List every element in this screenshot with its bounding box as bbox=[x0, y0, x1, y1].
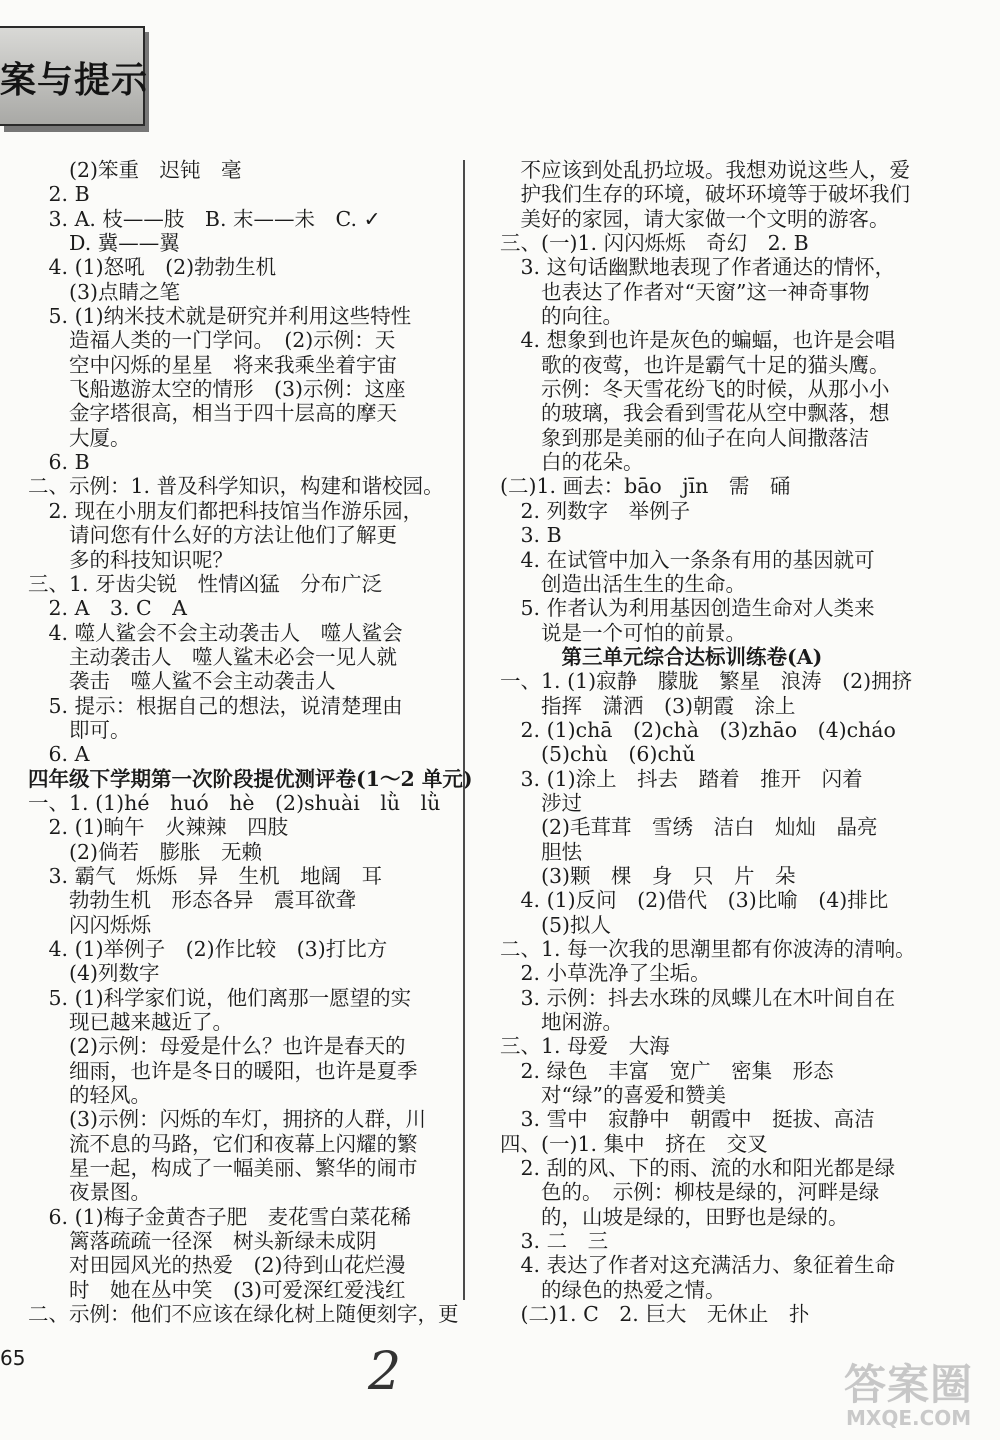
answer-line: 美好的家园，请大家做一个文明的游客。 bbox=[500, 206, 890, 231]
answer-line: 5. (1)科学家们说，他们离那一愿望的实 bbox=[28, 985, 412, 1010]
right-column bbox=[500, 158, 950, 1327]
answer-line: 星一起，构成了一幅美丽、繁华的闹市 bbox=[28, 1156, 418, 1181]
answer-line: 3. 霸气 烁烁 异 生机 地阔 耳 bbox=[28, 863, 383, 888]
answer-line: 3. (1)涂上 抖去 踏着 推开 闪着 bbox=[500, 766, 863, 791]
answer-line: 6. A bbox=[28, 742, 90, 767]
answer-line: 四、(一)1. 集中 挤在 交叉 bbox=[500, 1131, 768, 1156]
answer-line: 白的花朵。 bbox=[500, 450, 644, 475]
answer-line: 4. 表达了作者对这充满活力、象征着生命 bbox=[500, 1253, 896, 1278]
answer-line: 金字塔很高，相当于四十层高的摩天 bbox=[28, 401, 397, 426]
answer-line: 2. 小草洗净了尘垢。 bbox=[500, 961, 711, 986]
answer-line: 5. (1)纳米技术就是研究并利用这些特性 bbox=[28, 304, 412, 329]
answer-line: 二、示例：1. 普及科学知识，构建和谐校园。 bbox=[28, 474, 444, 499]
answer-line: 流不息的马路，它们和夜幕上闪耀的繁 bbox=[28, 1131, 418, 1156]
answer-line: 的玻璃，我会看到雪花从空中飘落，想 bbox=[500, 401, 890, 426]
answer-line: (3)示例：闪烁的车灯，拥挤的人群，川 bbox=[28, 1107, 427, 1132]
answer-line: (5)chù (6)chǔ bbox=[500, 742, 696, 767]
answer-line: 示例：冬天雪花纷飞的时候，从那小小 bbox=[500, 377, 890, 402]
answer-line: 主动袭击人 噬人鲨未必会一见人就 bbox=[28, 644, 397, 669]
answer-line: 6. B bbox=[28, 450, 90, 475]
answer-line: 三、1. 牙齿尖锐 性情凶猛 分布广泛 bbox=[28, 571, 383, 596]
answer-line: 象到那是美丽的仙子在向人间撒落洁 bbox=[500, 425, 869, 450]
answer-line: 的轻风。 bbox=[28, 1083, 151, 1108]
answer-line: 二、示例：他们不应该在绿化树上随便刻字，更 bbox=[28, 1302, 459, 1327]
answer-line: 对“绿”的喜爱和赞美 bbox=[500, 1083, 726, 1108]
answer-line: 色的。 示例：柳枝是绿的，河畔是绿 bbox=[500, 1180, 880, 1205]
answer-line: 一、1. (1)寂静 朦胧 繁星 浪涛 (2)拥挤 bbox=[500, 669, 913, 694]
page-title: 案与提示 bbox=[0, 60, 149, 101]
answer-line: (3)颗 棵 身 只 片 朵 bbox=[500, 863, 796, 888]
answer-line: 篱落疏疏一径深 树头新绿未成阴 bbox=[28, 1229, 377, 1254]
answer-line: 涉过 bbox=[500, 790, 582, 815]
handwritten-mark: 2 bbox=[368, 1342, 402, 1402]
answer-line: 歌的夜莺，也许是霸气十足的猫头鹰。 bbox=[500, 352, 890, 377]
answer-line: (2)毛茸茸 雪绣 洁白 灿灿 晶亮 bbox=[500, 815, 878, 840]
answer-line: 5. 提示：根据自己的想法，说清楚理由 bbox=[28, 693, 403, 718]
answer-line: 5. 作者认为利用基因创造生命对人类来 bbox=[500, 596, 875, 621]
answer-line: 不应该到处乱扔垃圾。我想劝说这些人，爱 bbox=[500, 158, 910, 182]
answer-line: 4. 想象到也许是灰色的蝙蝠，也许是会唱 bbox=[500, 328, 896, 353]
answer-line: 说是一个可怕的前景。 bbox=[500, 620, 746, 645]
answer-line: 多的科技知识呢？ bbox=[28, 547, 233, 572]
answer-line: (二)1. 画去：bāo jīn 需 硧 bbox=[500, 474, 791, 499]
answer-line: (2)示例：母爱是什么？也许是春天的 bbox=[28, 1034, 406, 1059]
answer-line: (3)点睛之笔 bbox=[28, 279, 181, 304]
answer-line: 4. (1)怒吼 (2)勃勃生机 bbox=[28, 255, 277, 280]
answer-line: 4. 噬人鲨会不会主动袭击人 噬人鲨会 bbox=[28, 620, 403, 645]
left-column bbox=[28, 158, 478, 1327]
answer-line: 2. B bbox=[28, 182, 90, 207]
answer-line: (4)列数字 bbox=[28, 961, 160, 986]
answer-line: 空中闪烁的星星 将来我乘坐着宇宙 bbox=[28, 352, 397, 377]
answer-line: 2. (1)chā (2)chà (3)zhāo (4)cháo bbox=[500, 717, 896, 742]
answer-line: 的绿色的热爱之情。 bbox=[500, 1277, 726, 1302]
answer-line: 4. (1)举例子 (2)作比较 (3)打比方 bbox=[28, 937, 388, 961]
answer-line: 请问您有什么好的方法让他们了解更 bbox=[28, 523, 397, 548]
answer-line: 勃勃生机 形态各异 震耳欲聋 bbox=[28, 888, 356, 913]
answer-line: 袭击 噬人鲨不会主动袭击人 bbox=[28, 669, 336, 694]
watermark-url: MXQE.COM bbox=[846, 1406, 972, 1430]
answer-line: 2. (1)晌午 火辣辣 四肢 bbox=[28, 815, 289, 840]
answer-line: 夜景图。 bbox=[28, 1180, 151, 1205]
answer-line: 的向往。 bbox=[500, 304, 623, 329]
answer-line: 即可。 bbox=[28, 717, 131, 742]
answer-line: 3. B bbox=[500, 523, 562, 548]
answer-line: 三、(一)1. 闪闪烁烁 奇幻 2. B bbox=[500, 231, 809, 256]
answer-line: 的，山坡是绿的，田野也是绿的。 bbox=[500, 1204, 849, 1229]
answer-line: 现已越来越近了。 bbox=[28, 1010, 233, 1035]
answer-line: 2. 列数字 举例子 bbox=[500, 498, 691, 523]
answer-line: 胆怯 bbox=[500, 839, 582, 864]
answer-line: 3. 二 三 bbox=[500, 1229, 609, 1254]
answer-line: 大厦。 bbox=[28, 425, 131, 450]
answer-line: 第三单元综合达标训练卷(A) bbox=[500, 644, 823, 669]
answer-line: 对田园风光的热爱 (2)待到山花烂漫 bbox=[28, 1253, 406, 1278]
answer-line: 也表达了作者对“天窗”这一神奇事物 bbox=[500, 279, 870, 304]
answer-line: 3. 这句话幽默地表现了作者通达的情怀， bbox=[500, 255, 896, 280]
answer-line: (二)1. C 2. 巨大 无休止 扑 bbox=[500, 1302, 810, 1327]
column-divider bbox=[463, 160, 465, 1300]
answer-line: 创造出活生生的生命。 bbox=[500, 571, 746, 596]
answer-line: 一、1. (1)hé huó hè (2)shuài lǜ lǜ bbox=[28, 790, 441, 815]
answer-line: D. 冀——翼 bbox=[28, 231, 180, 256]
answer-line: 二、1. 每一次我的思潮里都有你波涛的清响。 bbox=[500, 937, 916, 961]
answer-line: (5)拟人 bbox=[500, 912, 612, 937]
answer-line: 造福人类的一门学问。 (2)示例：天 bbox=[28, 328, 396, 353]
answer-line: 四年级下学期第一次阶段提优测评卷(1～2 单元) bbox=[28, 766, 473, 791]
answer-line: 指挥 潇洒 (3)朝霞 涂上 bbox=[500, 693, 796, 718]
answer-line: 2. 刮的风、下的雨、流的水和阳光都是绿 bbox=[500, 1156, 896, 1181]
answer-line: 4. (1)反问 (2)借代 (3)比喻 (4)排比 bbox=[500, 888, 889, 913]
answer-line: 时 她在丛中笑 (3)可爱深红爱浅红 bbox=[28, 1277, 406, 1302]
answer-line: 2. 现在小朋友们都把科技馆当作游乐园， bbox=[28, 498, 424, 523]
answer-line: 闪闪烁烁 bbox=[28, 912, 151, 937]
answer-line: 护我们生存的环境，破坏环境等于破坏我们 bbox=[500, 182, 910, 207]
answer-line: 6. (1)梅子金黄杏子肥 麦花雪白菜花稀 bbox=[28, 1204, 412, 1229]
answer-line: (2)倘若 膨胀 无赖 bbox=[28, 839, 263, 864]
answer-line: 2. A 3. C A bbox=[28, 596, 187, 621]
answer-line: 三、1. 母爱 大海 bbox=[500, 1034, 670, 1059]
page-number: 65 bbox=[0, 1346, 26, 1370]
answer-line: 3. A. 枝——肢 B. 末——未 C. ✓ bbox=[28, 206, 381, 231]
answer-line: 4. 在试管中加入一条条有用的基因就可 bbox=[500, 547, 875, 572]
answer-line: 地闲游。 bbox=[500, 1010, 623, 1035]
watermark-logo: 答案圈 bbox=[844, 1360, 974, 1409]
answer-line: 2. 绿色 丰富 宽广 密集 形态 bbox=[500, 1058, 834, 1083]
answer-line: 3. 雪中 寂静中 朝霞中 挺拔、高洁 bbox=[500, 1107, 875, 1132]
answer-line: 飞船遨游太空的情形 (3)示例：这座 bbox=[28, 377, 406, 402]
answer-line: 3. 示例：抖去水珠的凤蝶儿在木叶间自在 bbox=[500, 985, 896, 1010]
answer-line: (2)笨重 迟钝 毫 bbox=[28, 158, 242, 182]
answer-line: 细雨，也许是冬日的暖阳，也许是夏季 bbox=[28, 1058, 418, 1083]
